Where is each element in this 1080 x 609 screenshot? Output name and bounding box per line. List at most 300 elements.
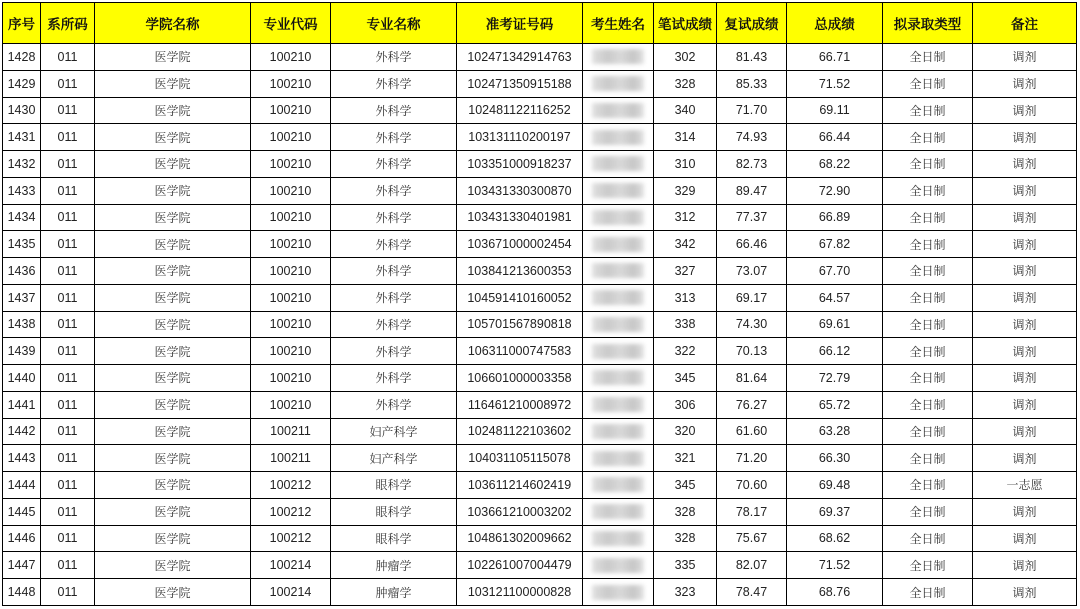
major-code-cell: 100210	[251, 204, 331, 231]
written-score-cell: 328	[654, 70, 717, 97]
redacted-name-blur	[592, 49, 644, 64]
table-row	[3, 284, 1077, 311]
total-score-cell: 67.70	[787, 258, 883, 285]
written-score-cell: 314	[654, 124, 717, 151]
dept-code-cell: 011	[41, 579, 95, 606]
total-score-cell: 72.79	[787, 365, 883, 392]
table-row	[3, 258, 1077, 285]
seq-cell: 1435	[3, 231, 41, 258]
school-name-cell: 医学院	[95, 258, 251, 285]
written-score-cell: 322	[654, 338, 717, 365]
student-name-cell	[583, 338, 654, 365]
school-name-cell: 医学院	[95, 97, 251, 124]
table-header-row	[3, 3, 1077, 44]
exam-number-cell: 102481122116252	[457, 97, 583, 124]
exam-number-cell: 103351000918237	[457, 151, 583, 178]
major-code-cell: 100210	[251, 124, 331, 151]
header-interview-score: 复试成绩	[717, 3, 787, 44]
exam-number-cell: 106601000003358	[457, 365, 583, 392]
school-name-cell: 医学院	[95, 552, 251, 579]
seq-cell: 1434	[3, 204, 41, 231]
redacted-name-blur	[592, 130, 644, 145]
admission-type-cell: 全日制	[883, 498, 973, 525]
exam-number-cell: 104861302009662	[457, 525, 583, 552]
major-name-cell: 肿瘤学	[331, 579, 457, 606]
student-name-cell	[583, 365, 654, 392]
major-name-cell: 外科学	[331, 70, 457, 97]
dept-code-cell: 011	[41, 552, 95, 579]
remarks-cell: 调剂	[973, 498, 1077, 525]
total-score-cell: 66.89	[787, 204, 883, 231]
admission-type-cell: 全日制	[883, 579, 973, 606]
written-score-cell: 328	[654, 525, 717, 552]
seq-cell: 1431	[3, 124, 41, 151]
major-code-cell: 100210	[251, 151, 331, 178]
interview-score-cell: 74.93	[717, 124, 787, 151]
dept-code-cell: 011	[41, 70, 95, 97]
student-name-cell	[583, 525, 654, 552]
admission-type-cell: 全日制	[883, 204, 973, 231]
header-remarks: 备注	[973, 3, 1077, 44]
dept-code-cell: 011	[41, 338, 95, 365]
written-score-cell: 345	[654, 365, 717, 392]
admission-type-cell: 全日制	[883, 391, 973, 418]
major-code-cell: 100212	[251, 498, 331, 525]
student-name-cell	[583, 418, 654, 445]
exam-number-cell: 102261007004479	[457, 552, 583, 579]
major-name-cell: 肿瘤学	[331, 552, 457, 579]
dept-code-cell: 011	[41, 97, 95, 124]
school-name-cell: 医学院	[95, 365, 251, 392]
seq-cell: 1433	[3, 177, 41, 204]
admission-type-cell: 全日制	[883, 231, 973, 258]
written-score-cell: 306	[654, 391, 717, 418]
seq-cell: 1446	[3, 525, 41, 552]
major-name-cell: 外科学	[331, 44, 457, 71]
total-score-cell: 68.22	[787, 151, 883, 178]
dept-code-cell: 011	[41, 391, 95, 418]
exam-number-cell: 103431330300870	[457, 177, 583, 204]
major-code-cell: 100210	[251, 177, 331, 204]
written-score-cell: 312	[654, 204, 717, 231]
written-score-cell: 321	[654, 445, 717, 472]
student-name-cell	[583, 204, 654, 231]
total-score-cell: 66.71	[787, 44, 883, 71]
student-name-cell	[583, 151, 654, 178]
major-code-cell: 100210	[251, 70, 331, 97]
interview-score-cell: 73.07	[717, 258, 787, 285]
seq-cell: 1448	[3, 579, 41, 606]
table-row	[3, 204, 1077, 231]
interview-score-cell: 66.46	[717, 231, 787, 258]
major-name-cell: 外科学	[331, 338, 457, 365]
exam-number-cell: 116461210008972	[457, 391, 583, 418]
interview-score-cell: 81.43	[717, 44, 787, 71]
written-score-cell: 310	[654, 151, 717, 178]
seq-cell: 1442	[3, 418, 41, 445]
written-score-cell: 345	[654, 472, 717, 499]
student-name-cell	[583, 552, 654, 579]
total-score-cell: 69.48	[787, 472, 883, 499]
remarks-cell: 调剂	[973, 338, 1077, 365]
interview-score-cell: 71.20	[717, 445, 787, 472]
header-total-score: 总成绩	[787, 3, 883, 44]
seq-cell: 1441	[3, 391, 41, 418]
seq-cell: 1429	[3, 70, 41, 97]
seq-cell: 1439	[3, 338, 41, 365]
total-score-cell: 65.72	[787, 391, 883, 418]
header-exam-number: 准考证号码	[457, 3, 583, 44]
table-row	[3, 472, 1077, 499]
school-name-cell: 医学院	[95, 231, 251, 258]
exam-number-cell: 103611214602419	[457, 472, 583, 499]
interview-score-cell: 75.67	[717, 525, 787, 552]
written-score-cell: 328	[654, 498, 717, 525]
remarks-cell: 调剂	[973, 391, 1077, 418]
exam-number-cell: 103841213600353	[457, 258, 583, 285]
interview-score-cell: 78.47	[717, 579, 787, 606]
school-name-cell: 医学院	[95, 338, 251, 365]
interview-score-cell: 82.07	[717, 552, 787, 579]
total-score-cell: 71.52	[787, 552, 883, 579]
student-name-cell	[583, 498, 654, 525]
student-name-cell	[583, 391, 654, 418]
admission-type-cell: 全日制	[883, 97, 973, 124]
school-name-cell: 医学院	[95, 445, 251, 472]
interview-score-cell: 82.73	[717, 151, 787, 178]
seq-cell: 1444	[3, 472, 41, 499]
student-name-cell	[583, 231, 654, 258]
seq-cell: 1430	[3, 97, 41, 124]
remarks-cell: 调剂	[973, 124, 1077, 151]
major-code-cell: 100210	[251, 338, 331, 365]
admission-type-cell: 全日制	[883, 525, 973, 552]
student-name-cell	[583, 97, 654, 124]
major-name-cell: 外科学	[331, 258, 457, 285]
table-row	[3, 579, 1077, 606]
admission-table	[2, 2, 1077, 606]
interview-score-cell: 61.60	[717, 418, 787, 445]
total-score-cell: 68.76	[787, 579, 883, 606]
remarks-cell: 调剂	[973, 579, 1077, 606]
remarks-cell: 一志愿	[973, 472, 1077, 499]
remarks-cell: 调剂	[973, 418, 1077, 445]
admission-type-cell: 全日制	[883, 365, 973, 392]
redacted-name-blur	[592, 263, 644, 278]
interview-score-cell: 78.17	[717, 498, 787, 525]
table-row	[3, 124, 1077, 151]
table-row	[3, 445, 1077, 472]
table-row	[3, 44, 1077, 71]
exam-number-cell: 103431330401981	[457, 204, 583, 231]
admission-type-cell: 全日制	[883, 284, 973, 311]
total-score-cell: 68.62	[787, 525, 883, 552]
admission-type-cell: 全日制	[883, 311, 973, 338]
exam-number-cell: 104031105115078	[457, 445, 583, 472]
table-row	[3, 391, 1077, 418]
remarks-cell: 调剂	[973, 44, 1077, 71]
major-name-cell: 外科学	[331, 284, 457, 311]
written-score-cell: 302	[654, 44, 717, 71]
redacted-name-blur	[592, 344, 644, 359]
redacted-name-blur	[592, 237, 644, 252]
dept-code-cell: 011	[41, 284, 95, 311]
admission-type-cell: 全日制	[883, 258, 973, 285]
interview-score-cell: 70.13	[717, 338, 787, 365]
total-score-cell: 66.30	[787, 445, 883, 472]
header-student-name: 考生姓名	[583, 3, 654, 44]
redacted-name-blur	[592, 183, 644, 198]
redacted-name-blur	[592, 504, 644, 519]
seq-cell: 1443	[3, 445, 41, 472]
school-name-cell: 医学院	[95, 498, 251, 525]
major-name-cell: 外科学	[331, 231, 457, 258]
exam-number-cell: 106311000747583	[457, 338, 583, 365]
remarks-cell: 调剂	[973, 177, 1077, 204]
admission-type-cell: 全日制	[883, 472, 973, 499]
student-name-cell	[583, 311, 654, 338]
total-score-cell: 72.90	[787, 177, 883, 204]
written-score-cell: 335	[654, 552, 717, 579]
table-row	[3, 552, 1077, 579]
dept-code-cell: 011	[41, 365, 95, 392]
school-name-cell: 医学院	[95, 177, 251, 204]
student-name-cell	[583, 124, 654, 151]
school-name-cell: 医学院	[95, 124, 251, 151]
major-name-cell: 妇产科学	[331, 418, 457, 445]
redacted-name-blur	[592, 156, 644, 171]
major-name-cell: 眼科学	[331, 498, 457, 525]
written-score-cell: 342	[654, 231, 717, 258]
major-code-cell: 100214	[251, 579, 331, 606]
redacted-name-blur	[592, 424, 644, 439]
major-code-cell: 100210	[251, 97, 331, 124]
remarks-cell: 调剂	[973, 525, 1077, 552]
major-code-cell: 100210	[251, 311, 331, 338]
remarks-cell: 调剂	[973, 151, 1077, 178]
exam-number-cell: 102481122103602	[457, 418, 583, 445]
school-name-cell: 医学院	[95, 418, 251, 445]
school-name-cell: 医学院	[95, 44, 251, 71]
seq-cell: 1447	[3, 552, 41, 579]
redacted-name-blur	[592, 317, 644, 332]
redacted-name-blur	[592, 103, 644, 118]
total-score-cell: 69.37	[787, 498, 883, 525]
major-code-cell: 100211	[251, 418, 331, 445]
seq-cell: 1432	[3, 151, 41, 178]
interview-score-cell: 74.30	[717, 311, 787, 338]
interview-score-cell: 77.37	[717, 204, 787, 231]
table-row	[3, 365, 1077, 392]
school-name-cell: 医学院	[95, 525, 251, 552]
dept-code-cell: 011	[41, 124, 95, 151]
dept-code-cell: 011	[41, 258, 95, 285]
school-name-cell: 医学院	[95, 472, 251, 499]
major-name-cell: 外科学	[331, 124, 457, 151]
student-name-cell	[583, 284, 654, 311]
remarks-cell: 调剂	[973, 552, 1077, 579]
table-row	[3, 418, 1077, 445]
redacted-name-blur	[592, 585, 644, 600]
total-score-cell: 66.12	[787, 338, 883, 365]
admission-type-cell: 全日制	[883, 445, 973, 472]
remarks-cell: 调剂	[973, 445, 1077, 472]
interview-score-cell: 89.47	[717, 177, 787, 204]
written-score-cell: 323	[654, 579, 717, 606]
dept-code-cell: 011	[41, 445, 95, 472]
seq-cell: 1428	[3, 44, 41, 71]
seq-cell: 1437	[3, 284, 41, 311]
header-major-code: 专业代码	[251, 3, 331, 44]
major-name-cell: 外科学	[331, 311, 457, 338]
dept-code-cell: 011	[41, 472, 95, 499]
major-code-cell: 100210	[251, 44, 331, 71]
exam-number-cell: 105701567890818	[457, 311, 583, 338]
table-row	[3, 498, 1077, 525]
admission-type-cell: 全日制	[883, 177, 973, 204]
remarks-cell: 调剂	[973, 284, 1077, 311]
dept-code-cell: 011	[41, 177, 95, 204]
redacted-name-blur	[592, 370, 644, 385]
admission-type-cell: 全日制	[883, 552, 973, 579]
school-name-cell: 医学院	[95, 391, 251, 418]
school-name-cell: 医学院	[95, 579, 251, 606]
total-score-cell: 71.52	[787, 70, 883, 97]
school-name-cell: 医学院	[95, 70, 251, 97]
exam-number-cell: 102471342914763	[457, 44, 583, 71]
written-score-cell: 340	[654, 97, 717, 124]
major-code-cell: 100210	[251, 284, 331, 311]
redacted-name-blur	[592, 558, 644, 573]
remarks-cell: 调剂	[973, 204, 1077, 231]
exam-number-cell: 103671000002454	[457, 231, 583, 258]
student-name-cell	[583, 445, 654, 472]
major-name-cell: 眼科学	[331, 472, 457, 499]
total-score-cell: 64.57	[787, 284, 883, 311]
school-name-cell: 医学院	[95, 204, 251, 231]
major-name-cell: 眼科学	[331, 525, 457, 552]
dept-code-cell: 011	[41, 418, 95, 445]
table-body	[3, 44, 1077, 606]
total-score-cell: 66.44	[787, 124, 883, 151]
redacted-name-blur	[592, 290, 644, 305]
school-name-cell: 医学院	[95, 151, 251, 178]
student-name-cell	[583, 579, 654, 606]
seq-cell: 1438	[3, 311, 41, 338]
exam-number-cell: 104591410160052	[457, 284, 583, 311]
seq-cell: 1440	[3, 365, 41, 392]
redacted-name-blur	[592, 531, 644, 546]
dept-code-cell: 011	[41, 44, 95, 71]
header-dept-code: 系所码	[41, 3, 95, 44]
dept-code-cell: 011	[41, 151, 95, 178]
written-score-cell: 329	[654, 177, 717, 204]
admission-type-cell: 全日制	[883, 151, 973, 178]
school-name-cell: 医学院	[95, 284, 251, 311]
major-code-cell: 100210	[251, 231, 331, 258]
major-name-cell: 外科学	[331, 177, 457, 204]
student-name-cell	[583, 472, 654, 499]
admission-type-cell: 全日制	[883, 418, 973, 445]
written-score-cell: 320	[654, 418, 717, 445]
interview-score-cell: 85.33	[717, 70, 787, 97]
redacted-name-blur	[592, 477, 644, 492]
remarks-cell: 调剂	[973, 365, 1077, 392]
table-row	[3, 311, 1077, 338]
major-name-cell: 外科学	[331, 365, 457, 392]
table-row	[3, 338, 1077, 365]
table-row	[3, 97, 1077, 124]
table-row	[3, 151, 1077, 178]
total-score-cell: 63.28	[787, 418, 883, 445]
major-code-cell: 100210	[251, 365, 331, 392]
redacted-name-blur	[592, 397, 644, 412]
interview-score-cell: 81.64	[717, 365, 787, 392]
interview-score-cell: 76.27	[717, 391, 787, 418]
major-code-cell: 100212	[251, 525, 331, 552]
exam-number-cell: 102471350915188	[457, 70, 583, 97]
student-name-cell	[583, 177, 654, 204]
admission-type-cell: 全日制	[883, 338, 973, 365]
seq-cell: 1436	[3, 258, 41, 285]
table-row	[3, 177, 1077, 204]
student-name-cell	[583, 70, 654, 97]
major-name-cell: 外科学	[331, 391, 457, 418]
redacted-name-blur	[592, 210, 644, 225]
written-score-cell: 313	[654, 284, 717, 311]
dept-code-cell: 011	[41, 204, 95, 231]
header-school-name: 学院名称	[95, 3, 251, 44]
table-row	[3, 525, 1077, 552]
remarks-cell: 调剂	[973, 258, 1077, 285]
seq-cell: 1445	[3, 498, 41, 525]
major-name-cell: 外科学	[331, 97, 457, 124]
exam-number-cell: 103661210003202	[457, 498, 583, 525]
table-row	[3, 70, 1077, 97]
remarks-cell: 调剂	[973, 97, 1077, 124]
school-name-cell: 医学院	[95, 311, 251, 338]
remarks-cell: 调剂	[973, 311, 1077, 338]
remarks-cell: 调剂	[973, 231, 1077, 258]
total-score-cell: 69.11	[787, 97, 883, 124]
interview-score-cell: 70.60	[717, 472, 787, 499]
exam-number-cell: 103131110200197	[457, 124, 583, 151]
redacted-name-blur	[592, 76, 644, 91]
table-row	[3, 231, 1077, 258]
dept-code-cell: 011	[41, 498, 95, 525]
total-score-cell: 67.82	[787, 231, 883, 258]
header-admission-type: 拟录取类型	[883, 3, 973, 44]
written-score-cell: 338	[654, 311, 717, 338]
interview-score-cell: 69.17	[717, 284, 787, 311]
dept-code-cell: 011	[41, 231, 95, 258]
student-name-cell	[583, 258, 654, 285]
major-code-cell: 100214	[251, 552, 331, 579]
admission-type-cell: 全日制	[883, 70, 973, 97]
redacted-name-blur	[592, 451, 644, 466]
major-name-cell: 外科学	[331, 204, 457, 231]
admission-type-cell: 全日制	[883, 124, 973, 151]
remarks-cell: 调剂	[973, 70, 1077, 97]
major-code-cell: 100212	[251, 472, 331, 499]
student-name-cell	[583, 44, 654, 71]
interview-score-cell: 71.70	[717, 97, 787, 124]
major-code-cell: 100210	[251, 258, 331, 285]
written-score-cell: 327	[654, 258, 717, 285]
major-name-cell: 妇产科学	[331, 445, 457, 472]
major-code-cell: 100211	[251, 445, 331, 472]
header-written-score: 笔试成绩	[654, 3, 717, 44]
